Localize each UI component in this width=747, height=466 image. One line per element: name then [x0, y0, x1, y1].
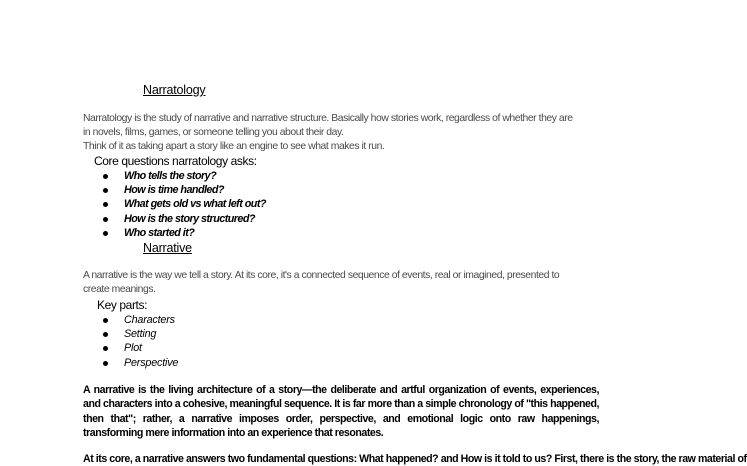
list-item [100, 212, 266, 226]
list-item-text: What gets old vs what left out? [124, 198, 266, 211]
list-item-text: How is time handled? [124, 184, 224, 197]
list-item-text: Who started it? [124, 226, 195, 239]
paragraph-line: create meanings. [83, 284, 156, 295]
bullet-icon [103, 346, 108, 351]
list-item-text: Perspective [124, 356, 179, 369]
paragraph-line: Think of it as taking apart a story like an engine to see what makes it run. [83, 141, 385, 152]
list-item-text: Characters [124, 314, 175, 326]
narratology-heading: Narratology [143, 83, 206, 97]
list-item [100, 183, 266, 197]
list-item [100, 197, 266, 211]
core-questions-list [100, 169, 266, 240]
list-item [100, 226, 266, 240]
narrative-heading: Narrative [143, 241, 192, 255]
bullet-icon [103, 231, 108, 236]
paragraph-line: A narrative is the way we tell a story. At its core, it's a connected sequence of events, real or imagined, presented to [83, 270, 560, 281]
paragraph-line: Narratology is the study of narrative and narrative structure. Basically how stories work, regardless of whether they are [83, 113, 573, 124]
list-item [100, 341, 178, 355]
list-item [100, 169, 266, 183]
list-item [100, 327, 178, 341]
narratology-paragraph [83, 112, 603, 154]
cut-off-paragraph-line: At its core, a narrative answers two fundamental questions: What happened? and How is it told to us? First, there is the story, the raw material of [83, 453, 747, 465]
bullet-icon [103, 202, 108, 207]
core-questions-heading: Core questions narratology asks: [94, 154, 257, 168]
narrative-definition-paragraph: A narrative is the living architecture of a story—the deliberate and artful organization of events, experiences, and characters into a cohesive, meaningful sequence. It is far more than a simple chronology of "this happened, then that"; rather, a narrative imposes order, perspective, and emotional logic onto raw happenings, transforming mere information into an experience that resonates. [83, 384, 599, 439]
key-parts-list [100, 313, 178, 370]
bullet-icon [103, 361, 108, 366]
bullet-icon [103, 188, 108, 193]
key-parts-heading: Key parts: [97, 298, 148, 312]
bullet-icon [103, 318, 108, 323]
bullet-icon [103, 332, 108, 337]
list-item-text: Plot [124, 342, 142, 355]
list-item-text: Who tells the story? [124, 170, 217, 182]
bullet-icon [103, 174, 108, 179]
list-item-text: Setting [124, 328, 157, 341]
bullet-icon [103, 217, 108, 222]
paragraph-line: in novels, films, games, or someone telling you about their day. [83, 127, 344, 138]
list-item [100, 356, 178, 370]
list-item [100, 313, 178, 327]
narrative-paragraph [83, 269, 603, 297]
list-item-text: How is the story structured? [124, 212, 255, 225]
